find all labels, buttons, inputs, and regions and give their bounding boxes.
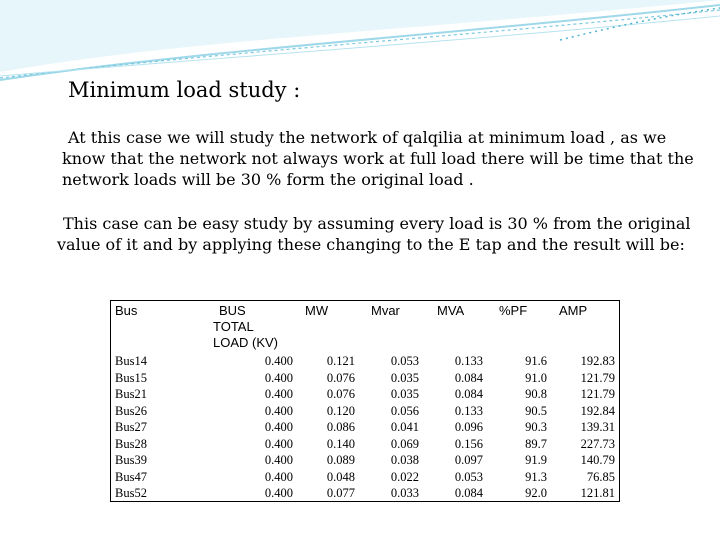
paragraph-line: At this case we will study the network of qalqilia at minimum load , as we <box>68 128 667 147</box>
column-header-bus: Bus <box>115 303 138 318</box>
paragraph-assumption <box>57 213 697 255</box>
cell-mva: 0.084 <box>454 370 483 385</box>
cell-mvar: 0.069 <box>390 436 419 451</box>
cell-bus: Bus47 <box>115 469 147 484</box>
cell-bus: Bus26 <box>115 403 147 418</box>
cell-mva: 0.084 <box>454 486 483 500</box>
cell-bus: Bus39 <box>115 453 147 467</box>
cell-mvar: 0.022 <box>390 469 419 484</box>
column-header-mw: MW <box>305 303 329 318</box>
cell-bus-total-load: 0.400 <box>264 436 293 451</box>
column-header-pf: %PF <box>499 303 528 318</box>
cell-bus: Bus52 <box>115 486 147 500</box>
cell-mvar: 0.035 <box>390 387 419 401</box>
cell-bus: Bus28 <box>115 436 147 451</box>
cell-bus: Bus27 <box>115 420 147 434</box>
page-title: Minimum load study : <box>68 78 301 102</box>
table-row <box>111 485 619 502</box>
cell-pf: 91.9 <box>525 453 547 467</box>
column-header-amp: AMP <box>559 303 588 318</box>
cell-mw: 0.076 <box>326 370 355 385</box>
table-header-row <box>111 301 619 353</box>
table-row <box>111 419 619 436</box>
cell-amp: 121.79 <box>580 387 615 401</box>
column-header-mva: MVA <box>437 303 465 318</box>
cell-bus-total-load: 0.400 <box>264 420 293 434</box>
cell-mw: 0.086 <box>326 420 355 434</box>
cell-mva: 0.133 <box>454 354 483 368</box>
cell-mw: 0.120 <box>326 403 355 418</box>
cell-pf: 89.7 <box>525 436 547 451</box>
cell-bus: Bus15 <box>115 370 147 385</box>
cell-pf: 92.0 <box>525 486 547 500</box>
paragraph-line: know that the network not always work at full load there will be time that the <box>62 149 694 168</box>
cell-pf: 91.0 <box>525 370 547 385</box>
cell-amp: 76.85 <box>586 469 615 484</box>
cell-bus-total-load: 0.400 <box>264 354 293 368</box>
cell-pf: 91.3 <box>525 469 547 484</box>
cell-amp: 192.84 <box>580 403 615 418</box>
cell-pf: 91.6 <box>525 354 547 368</box>
cell-amp: 121.79 <box>580 370 615 385</box>
cell-mvar: 0.053 <box>390 354 419 368</box>
cell-bus-total-load: 0.400 <box>264 370 293 385</box>
cell-pf: 90.3 <box>525 420 547 434</box>
table-row <box>111 370 619 387</box>
cell-bus-total-load: 0.400 <box>264 453 293 467</box>
cell-bus-total-load: 0.400 <box>264 403 293 418</box>
cell-mva: 0.156 <box>454 436 483 451</box>
cell-mva: 0.053 <box>454 469 483 484</box>
cell-mvar: 0.035 <box>390 370 419 385</box>
cell-mw: 0.076 <box>326 387 355 401</box>
cell-amp: 140.79 <box>580 453 615 467</box>
table-row <box>111 403 619 420</box>
paragraph-line: value of it and by applying these changing to the E tap and the result will be: <box>57 235 685 254</box>
cell-mvar: 0.038 <box>390 453 419 467</box>
cell-mw: 0.121 <box>326 354 355 368</box>
table-row <box>111 386 619 403</box>
column-header-mvar: Mvar <box>371 303 400 318</box>
table-row <box>111 436 619 453</box>
cell-bus-total-load: 0.400 <box>264 469 293 484</box>
cell-amp: 139.31 <box>580 420 615 434</box>
paragraph-line: network loads will be 30 % form the original load . <box>62 170 474 189</box>
cell-amp: 192.83 <box>580 354 615 368</box>
cell-mw: 0.077 <box>326 486 355 500</box>
cell-amp: 227.73 <box>580 436 615 451</box>
results-table <box>110 300 620 502</box>
cell-pf: 90.8 <box>525 387 547 401</box>
cell-mw: 0.048 <box>326 469 355 484</box>
cell-mw: 0.089 <box>326 453 355 467</box>
cell-mvar: 0.041 <box>390 420 419 434</box>
cell-mva: 0.096 <box>454 420 483 434</box>
cell-bus-total-load: 0.400 <box>264 486 293 500</box>
cell-bus: Bus14 <box>115 354 147 368</box>
cell-pf: 90.5 <box>525 403 547 418</box>
cell-bus: Bus21 <box>115 387 147 401</box>
cell-mva: 0.084 <box>454 387 483 401</box>
table-row <box>111 469 619 486</box>
cell-mw: 0.140 <box>326 436 355 451</box>
paragraph-minimum-load <box>62 127 692 190</box>
paragraph-line: This case can be easy study by assuming every load is 30 % from the original <box>63 214 691 233</box>
cell-mva: 0.133 <box>454 403 483 418</box>
cell-mvar: 0.033 <box>390 486 419 500</box>
table-row <box>111 353 619 370</box>
cell-bus-total-load: 0.400 <box>264 387 293 401</box>
column-header-bus-total-load: BUS TOTAL LOAD (KV) <box>213 303 279 350</box>
table-row <box>111 452 619 469</box>
cell-mva: 0.097 <box>454 453 483 467</box>
header-wave-decoration <box>0 0 720 90</box>
cell-amp: 121.81 <box>580 486 615 500</box>
cell-mvar: 0.056 <box>390 403 419 418</box>
